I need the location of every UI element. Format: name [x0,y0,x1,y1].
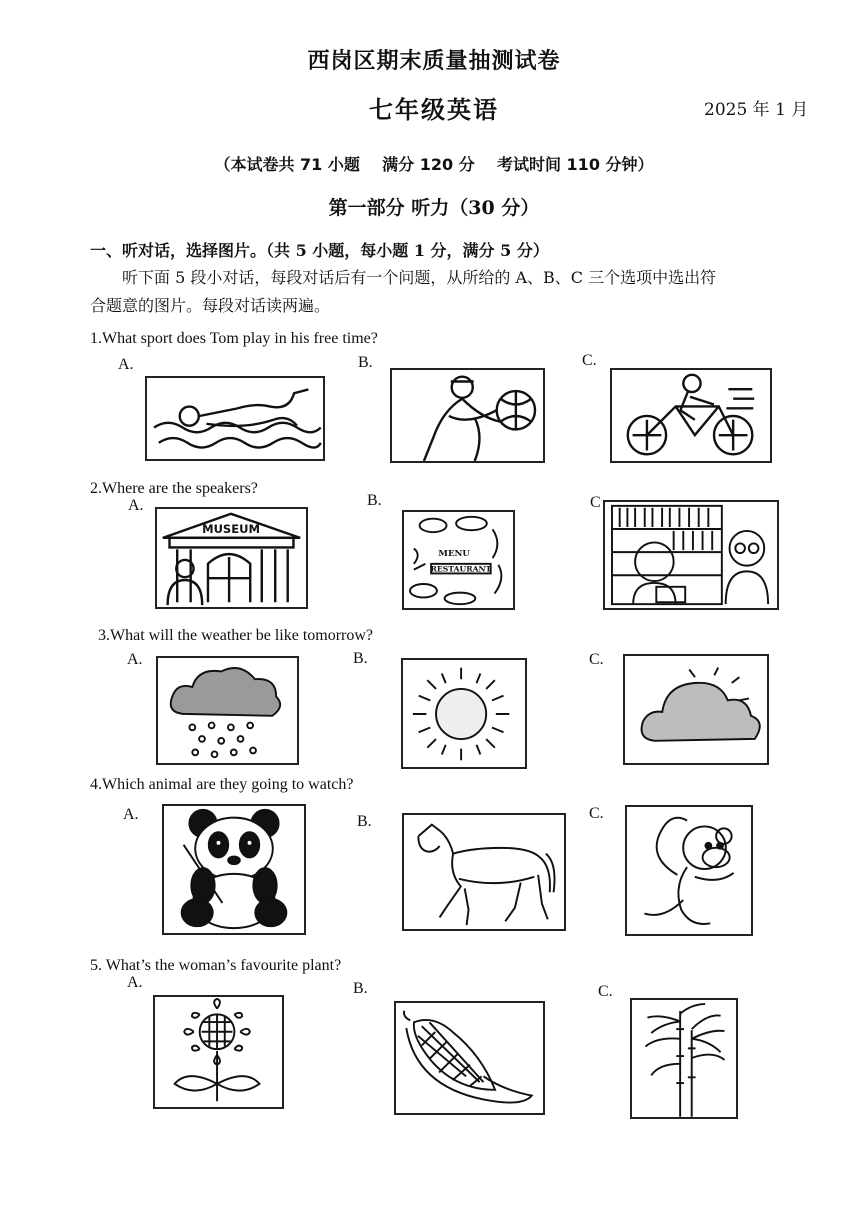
horse-icon [402,813,566,931]
swimming-icon [145,376,325,461]
corn-icon [394,1001,545,1115]
q4-option-a: A. [123,806,139,823]
exam-subtitle: 七年级英语 [369,95,499,124]
instruction-line-1: 听下面 5 段小对话，每段对话后有一个问题，从所给的 A、B、C 三个选项中选出符 [122,268,717,287]
q5-option-c: C. [598,983,613,1000]
monkey-icon [625,805,753,936]
cycling-icon [610,368,772,463]
section-heading: 一、听对话，选择图片。（共 5 小题，每小题 1 分，满分 5 分） [90,241,549,260]
q2-option-a: A. [128,497,144,514]
q5-option-a: A. [127,974,143,991]
q3-option-a: A. [127,651,143,668]
panda-icon [162,804,306,935]
q4-option-b: B. [357,813,372,830]
bamboo-icon [630,998,738,1119]
part-title: 第一部分 听力（30 分） [328,197,540,219]
q4-option-c: C. [589,805,604,822]
sun-icon [401,658,527,769]
q3-option-b: B. [353,650,368,667]
question-5: 5. What’s the woman’s favourite plant? [90,957,342,974]
q1-option-c: C. [582,352,597,369]
basketball-icon [390,368,545,463]
q3-option-c: C. [589,651,604,668]
library-icon [603,500,779,610]
museum-icon [155,507,308,609]
restaurant-text: RESTAURANT [430,564,492,574]
q1-option-b: B. [358,354,373,371]
museum-sign-text: MUSEUM [202,522,260,537]
exam-info: （本试卷共 71 小题 满分 120 分 考试时间 110 分钟） [214,155,654,174]
q1-option-a: A. [118,356,134,373]
q2-option-b: B. [367,492,382,509]
question-4: 4.Which animal are they going to watch? [90,776,354,793]
question-2: 2.Where are the speakers? [90,480,258,497]
question-3: 3.What will the weather be like tomorrow? [98,627,374,644]
instruction-line-2: 合题意的图片。每段对话读两遍。 [90,296,331,315]
cloudy-sun-icon [623,654,769,765]
q2-option-c: C [590,494,601,511]
exam-date: 2025 年 1 月 [704,100,809,120]
q5-option-b: B. [353,980,368,997]
question-1: 1.What sport does Tom play in his free time? [90,330,378,347]
menu-text: MENU [438,549,470,560]
rain-cloud-icon [156,656,299,765]
restaurant-icon [402,510,515,610]
sunflower-icon [153,995,284,1109]
exam-title: 西岗区期末质量抽测试卷 [307,48,561,74]
